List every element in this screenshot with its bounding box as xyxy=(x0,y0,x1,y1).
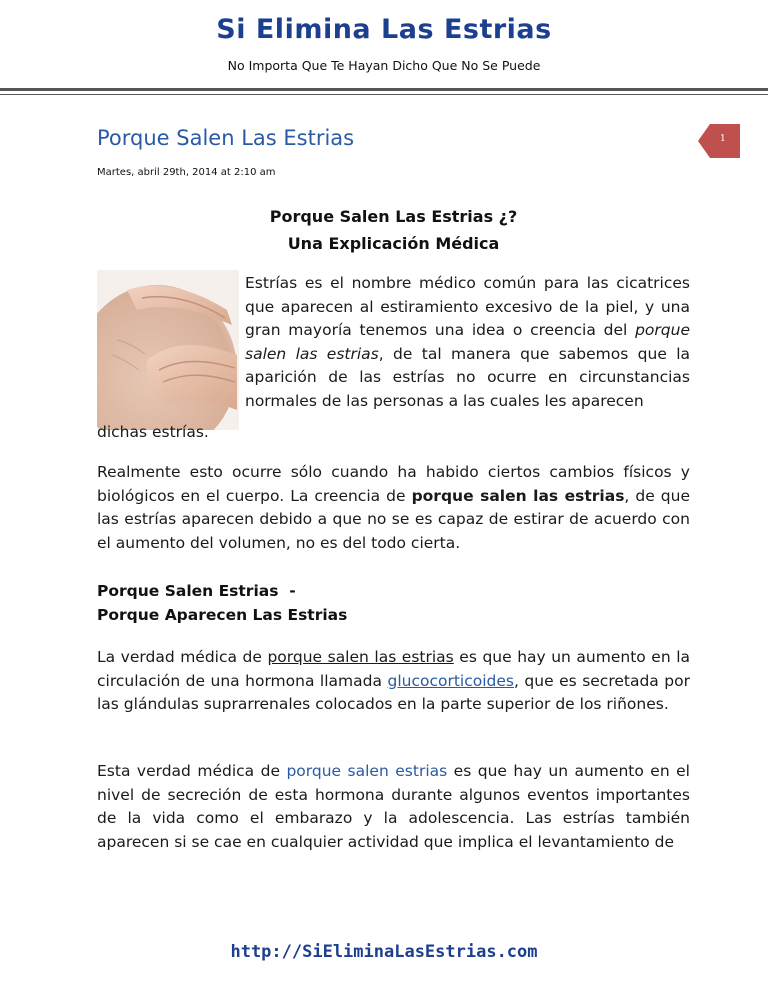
page-tab-shape xyxy=(698,124,740,158)
hands-on-skin-photo xyxy=(97,270,239,430)
page-number: 1 xyxy=(720,134,726,144)
paragraph-1-italic: porque salen las estrias xyxy=(245,321,690,363)
porque-salen-link[interactable]: porque salen las estrias xyxy=(267,648,454,666)
paragraph-2-text-a: Realmente esto ocurre sólo cuando ha habido ciertos cambios físicos y biológicos en el cuerpo. La creencia de xyxy=(97,463,690,505)
site-title: Si Elimina Las Estrias xyxy=(216,14,552,45)
article-heading-line1: Porque Salen Las Estrias ¿? xyxy=(269,207,518,226)
paragraph-2-text-b: , de que las estrías aparecen debido a que no se es capaz de estirar de acuerdo con el aumento del volumen, no es del todo cierta. xyxy=(97,486,690,552)
header-divider xyxy=(0,88,768,91)
paragraph-2 xyxy=(97,461,690,555)
page-header xyxy=(0,0,768,96)
sub-heading-line2: Porque Aparecen Las Estrias xyxy=(97,606,348,624)
paragraph-3-text-a: La verdad médica de xyxy=(97,648,268,666)
site-tagline: No Importa Que Te Hayan Dicho Que No Se Puede xyxy=(227,58,541,73)
paragraph-1 xyxy=(245,272,690,414)
article-image xyxy=(97,270,239,430)
footer-url-link[interactable]: http://SiEliminaLasEstrias.com xyxy=(230,942,538,962)
paragraph-2-bold: porque salen las estrias xyxy=(411,486,625,505)
page-number-tab xyxy=(698,124,740,158)
post-title: Porque Salen Las Estrias xyxy=(97,126,355,150)
article-heading-line2: Una Explicación Médica xyxy=(287,234,500,253)
porque-salen-estrias-link[interactable]: porque salen estrias xyxy=(286,762,448,780)
glucocorticoides-link[interactable]: glucocorticoides xyxy=(387,671,514,690)
paragraph-4-text-a: Esta verdad médica de xyxy=(97,762,287,780)
paragraph-3-text-b: es que hay un aumento en la circulación de una hormona llamada xyxy=(97,648,690,690)
article-heading xyxy=(97,203,690,257)
paragraph-1-text-a: Estrías es el nombre médico común para las cicatrices que aparecen al estiramiento excesivo de la piel, y una gran mayoría tenemos una idea o creencia del xyxy=(245,274,690,340)
paragraph-3-text-c: , que es secretada por las glándulas suprarrenales colocados en la parte superior de los riñones. xyxy=(97,671,690,714)
sub-heading xyxy=(97,579,347,627)
paragraph-3 xyxy=(97,646,690,717)
header-divider-thin xyxy=(0,94,768,95)
post-date: Martes, abril 29th, 2014 at 2:10 am xyxy=(97,167,276,178)
paragraph-1-tail: dichas estrías. xyxy=(97,423,209,441)
sub-heading-line1: Porque Salen Estrias - xyxy=(97,582,296,600)
paragraph-4-text-b: es que hay un aumento en el nivel de secreción de esta hormona durante algunos eventos importantes de la vida como el embarazo y la adolescencia. Las estrías también aparecen si se cae en cualquier actividad que implica el levantamiento de xyxy=(97,762,690,851)
paragraph-4 xyxy=(97,760,690,854)
paragraph-1-text-b: , de tal manera que sabemos que la aparición de las estrías no ocurre en circunstancias normales de las personas a las cuales les aparecen xyxy=(245,344,691,410)
